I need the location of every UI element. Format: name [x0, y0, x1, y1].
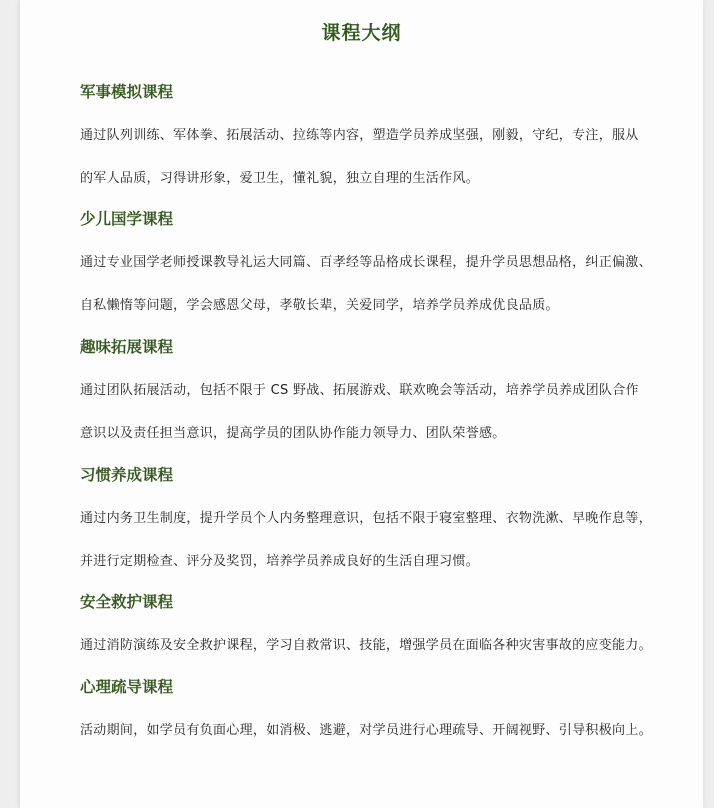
section-psychological-counseling	[80, 677, 680, 740]
section-text-line: 通过队列训练、军体拳、拓展活动、拉练等内容，塑造学员养成坚强，刚毅，守纪，专注，服从	[80, 128, 639, 143]
section-military-simulation	[80, 82, 680, 188]
section-text-line: 活动期间，如学员有负面心理，如消极、逃避，对学员进行心理疏导、开阔视野、引导积极向上。	[80, 723, 652, 738]
section-text-line: 通过消防演练及安全救护课程，学习自救常识、技能，增强学员在面临各种灾害事故的应变能力。	[80, 638, 652, 653]
section-heading: 趣味拓展课程	[80, 338, 174, 356]
section-text-line: 意识以及责任担当意识，提高学员的团队协作能力领导力、团队荣誉感。	[80, 426, 506, 441]
section-heading: 习惯养成课程	[80, 466, 174, 484]
section-text-line: 通过专业国学老师授课教导礼运大同篇、百孝经等品格成长课程，提升学员思想品格，纠正偏激、	[80, 255, 652, 270]
page-title: 课程大纲	[321, 22, 402, 44]
section-text-line: 通过团队拓展活动，包括不限于 CS 野战、拓展游戏、联欢晚会等活动，培养学员养成团队合作	[80, 383, 639, 398]
section-text-line: 并进行定期检查、评分及奖罚，培养学员养成良好的生活自理习惯。	[80, 554, 480, 569]
section-chinese-classics	[80, 209, 680, 315]
section-heading: 安全救护课程	[80, 593, 174, 611]
section-heading: 心理疏导课程	[80, 678, 174, 696]
document-page	[20, 0, 703, 808]
section-text-line: 通过内务卫生制度，提升学员个人内务整理意识，包括不限于寝室整理、衣物洗漱、早晚作息等，	[80, 511, 652, 526]
section-heading: 少儿国学课程	[80, 210, 174, 228]
section-text-line: 的军人品质，习得讲形象，爱卫生，懂礼貌，独立自理的生活作风。	[80, 171, 480, 186]
section-safety-rescue	[80, 592, 680, 655]
section-heading: 军事模拟课程	[80, 83, 174, 101]
section-fun-outreach	[80, 337, 680, 443]
section-text-line: 自私懒惰等问题，学会感恩父母，孝敬长辈，关爱同学，培养学员养成优良品质。	[80, 298, 559, 313]
section-habit-formation	[80, 465, 680, 571]
